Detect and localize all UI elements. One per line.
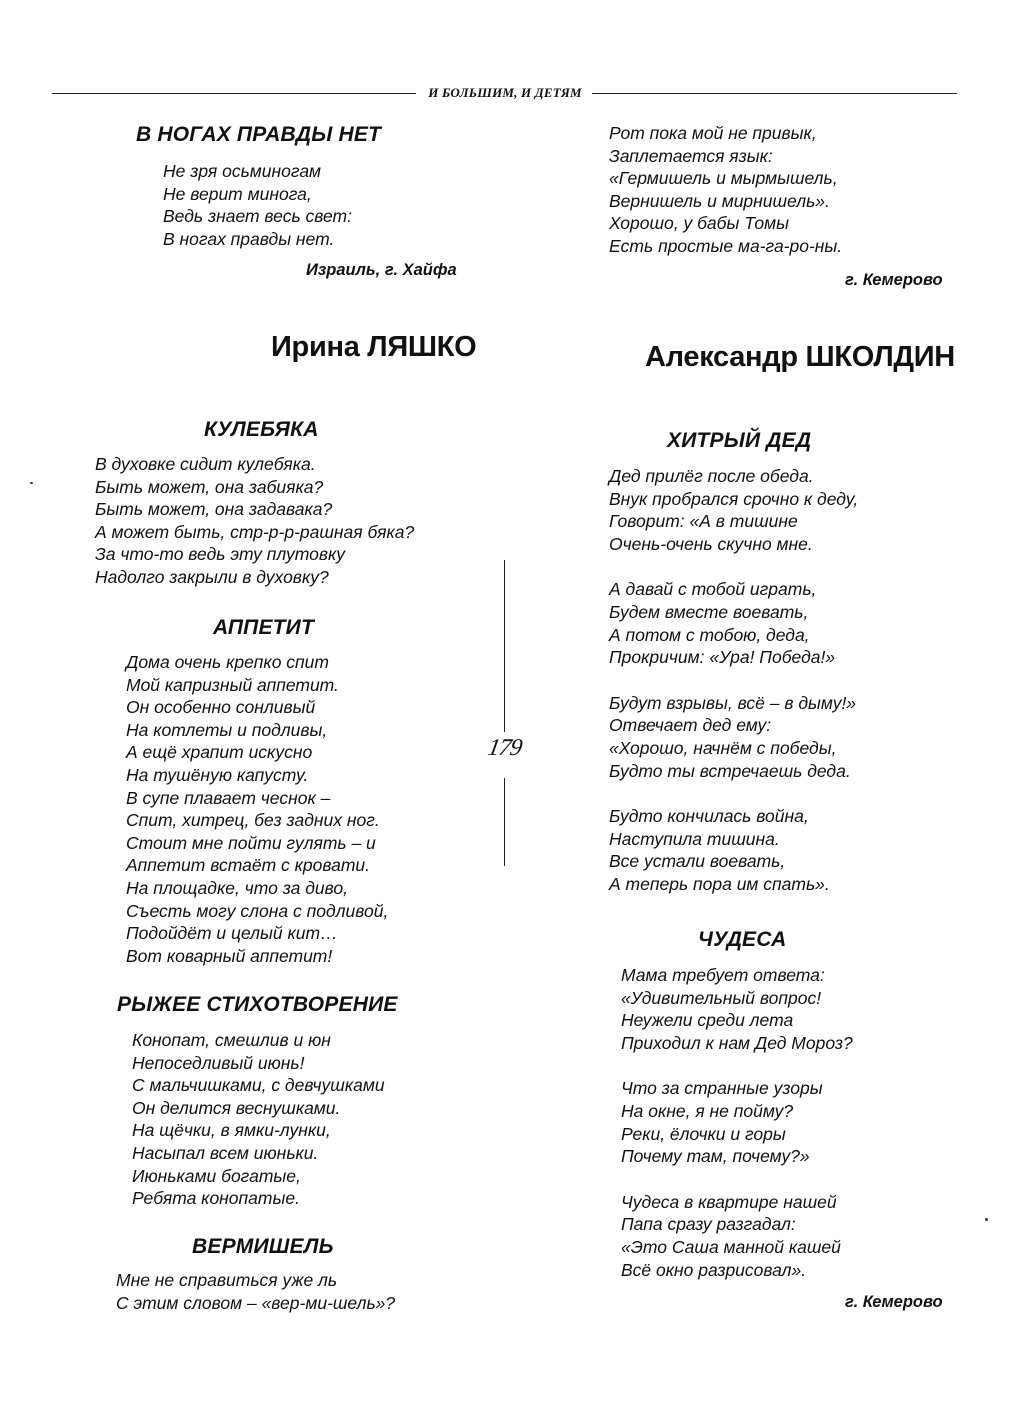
- poem-line: На окне, я не пойму?: [621, 1100, 794, 1121]
- stanza-gap: [609, 555, 858, 578]
- poem-line: Непоседливый июнь!: [132, 1052, 305, 1073]
- column-divider-bottom: [504, 778, 505, 866]
- stanza-gap: [609, 669, 858, 692]
- poem-vermishel: [116, 1269, 395, 1314]
- poem-line: Мой капризный аппетит.: [126, 674, 339, 695]
- poem-line: В супе плавает чеснок –: [126, 787, 331, 808]
- author-name-lyashko: Ирина ЛЯШКО: [271, 331, 477, 363]
- poem-line: Подойдёт и целый кит…: [126, 923, 338, 944]
- poem-line: Насыпал всем июньки.: [132, 1142, 319, 1163]
- poem-title-chudesa: ЧУДЕСА: [698, 928, 787, 951]
- poem-appetit: [126, 651, 388, 967]
- poem-line: Заплетается язык:: [609, 145, 773, 166]
- stanza-gap: [621, 1054, 853, 1077]
- poem-line: Ребята конопатые.: [132, 1188, 300, 1209]
- poem-line: Почему там, почему?»: [621, 1146, 810, 1167]
- poem-line: Быть может, она забияка?: [95, 476, 324, 497]
- poem-line: А теперь пора им спать».: [609, 873, 830, 894]
- poem-line: Надолго закрыли в духовку?: [95, 566, 329, 587]
- poem-title-vermishel: ВЕРМИШЕЛЬ: [192, 1235, 334, 1258]
- poem-line: Неужели среди лета: [621, 1010, 794, 1031]
- author-name-shkoldin: Александр ШКОЛДИН: [645, 341, 955, 373]
- poem-line: На тушёную капусту.: [126, 764, 309, 785]
- poem-line: Не верит минога,: [163, 183, 312, 204]
- poem-line: Чудеса в квартире нашей: [621, 1191, 837, 1212]
- poem-line: Всё окно разрисовал».: [621, 1259, 807, 1280]
- poem-line: Он делится веснушками.: [132, 1097, 341, 1118]
- poem-line: Конопат, смешлив и юн: [132, 1030, 331, 1050]
- poem-title-ryzhee: РЫЖЕЕ СТИХОТВОРЕНИЕ: [117, 993, 398, 1016]
- poem-line: Не зря осьминогам: [163, 161, 322, 181]
- stanza-gap: [621, 1168, 853, 1191]
- poem-line: Спит, хитрец, без задних ног.: [126, 810, 380, 831]
- poem-line: Мне не справиться уже ль: [116, 1270, 338, 1290]
- stanza-gap: [609, 782, 858, 805]
- poem-line: Стоит мне пойти гулять – и: [126, 832, 376, 853]
- poem-line: Есть простые ма-га-ро-ны.: [609, 235, 843, 256]
- poem-line: Реки, ёлочки и горы: [621, 1123, 786, 1144]
- column-divider-top: [504, 560, 505, 732]
- poem-line: На щёчки, в ямки-лунки,: [132, 1120, 331, 1141]
- poem-kulebyaka: [95, 453, 414, 589]
- scan-speck: [985, 1218, 988, 1221]
- poem-line: Отвечает дед ему:: [609, 715, 772, 736]
- poem-line: Дед прилёг после обеда.: [609, 466, 814, 486]
- poem-line: Он особенно сонливый: [126, 697, 316, 718]
- poem-line: Прокричим: «Ура! Победа!»: [609, 647, 836, 668]
- running-title: И БОЛЬШИМ, И ДЕТЯМ: [428, 85, 582, 100]
- poem-line: А ещё храпит искусно: [126, 742, 313, 763]
- poem-line: Съесть могу слона с подливой,: [126, 900, 389, 921]
- poem-place-kemerovo-bottom: г. Кемерово: [845, 1293, 943, 1311]
- poem-title-v-nogah: В НОГАХ ПРАВДЫ НЕТ: [136, 123, 382, 146]
- poem-line: Ведь знает весь свет:: [163, 206, 352, 227]
- header-rule-right: [592, 93, 957, 94]
- poem-place-kemerovo-top: г. Кемерово: [845, 271, 943, 289]
- poem-title-hitry-ded: ХИТРЫЙ ДЕД: [667, 429, 812, 452]
- poem-line: Что за странные узоры: [621, 1078, 823, 1099]
- poem-line: Все устали воевать,: [609, 851, 786, 872]
- scan-speck: [30, 482, 33, 484]
- poem-place-haifa: Израиль, г. Хайфа: [306, 261, 457, 279]
- poem-line: Будто кончилась война,: [609, 806, 809, 827]
- poem-hitry-ded: [609, 465, 858, 896]
- page-number: 179: [485, 735, 524, 761]
- poem-line: «Это Саша манной кашей: [621, 1236, 841, 1257]
- poem-title-kulebyaka: КУЛЕБЯКА: [204, 418, 319, 441]
- poem-line: Говорит: «А в тишине: [609, 511, 798, 532]
- poem-line: Приходил к нам Дед Мороз?: [621, 1032, 853, 1053]
- poem-ryzhee: [132, 1029, 385, 1210]
- poem-line: Июньками богатые,: [132, 1165, 301, 1186]
- poem-line: Мама требует ответа:: [621, 965, 825, 985]
- poem-line: Рот пока мой не привык,: [609, 123, 817, 143]
- poem-line: Внук пробрался срочно к деду,: [609, 488, 859, 509]
- poem-line: А давай с тобой играть,: [609, 579, 817, 600]
- poem-line: Быть может, она задавака?: [95, 499, 333, 520]
- poem-line: Аппетит встаёт с кровати.: [126, 855, 371, 876]
- poem-line: На площадке, что за диво,: [126, 877, 348, 898]
- poem-chudesa: [621, 964, 853, 1281]
- poem-line: С мальчишками, с девчушками: [132, 1075, 385, 1096]
- poem-line: «Удивительный вопрос!: [621, 987, 822, 1008]
- poem-line: Будто ты встречаешь деда.: [609, 760, 851, 781]
- poem-line: С этим словом – «вер-ми-шель»?: [116, 1292, 396, 1313]
- header-rule-left: [52, 93, 416, 94]
- poem-line: Папа сразу разгадал:: [621, 1214, 796, 1235]
- poem-line: На котлеты и подливы,: [126, 719, 328, 740]
- poem-title-appetit: АППЕТИТ: [213, 616, 315, 639]
- poem-line: Будем вместе воевать,: [609, 601, 809, 622]
- poem-line: Будут взрывы, всё – в дыму!»: [609, 692, 857, 713]
- poem-line: В ногах правды нет.: [163, 228, 335, 249]
- poem-line: «Хорошо, начнём с победы,: [609, 737, 837, 758]
- poem-line: Очень-очень скучно мне.: [609, 533, 813, 554]
- poem-vermishel-continuation: [609, 122, 842, 258]
- poem-line: В духовке сидит кулебяка.: [95, 454, 316, 474]
- poem-line: Наступила тишина.: [609, 828, 780, 849]
- poem-line: А потом с тобою, деда,: [609, 624, 810, 645]
- poem-line: А может быть, стр-р-р-рашная бяка?: [95, 521, 415, 542]
- poem-line: Вот коварный аппетит!: [126, 945, 333, 966]
- poem-line: Вернишель и мирнишель».: [609, 190, 830, 211]
- poem-line: «Гермишель и мырмышель,: [609, 168, 838, 189]
- poem-line: Дома очень крепко спит: [126, 652, 329, 672]
- poem-v-nogah: [163, 160, 352, 250]
- poem-line: Хорошо, у бабы Томы: [609, 213, 789, 234]
- poem-line: За что-то ведь эту плутовку: [95, 544, 346, 565]
